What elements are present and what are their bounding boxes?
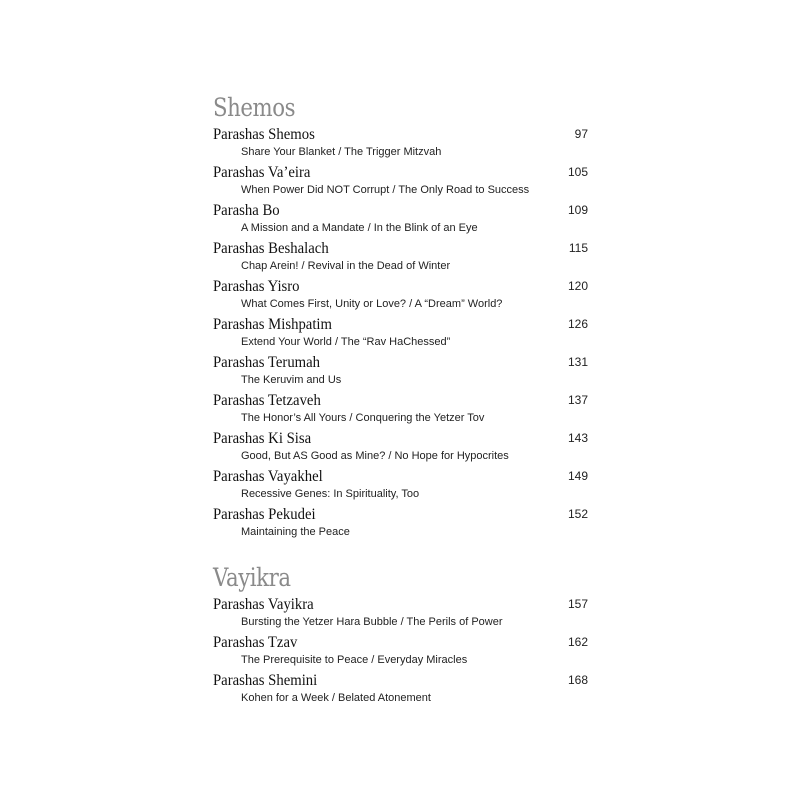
entry-subtitle: The Keruvim and Us — [241, 374, 342, 386]
toc-entry — [213, 468, 588, 506]
entry-title: Parasha Bo — [213, 202, 280, 219]
entry-page-number: 162 — [567, 635, 588, 649]
entry-subtitle: When Power Did NOT Corrupt / The Only Road to Success — [241, 184, 530, 196]
entry-page-number: 120 — [567, 279, 588, 293]
entry-page-number: 143 — [567, 431, 588, 445]
toc-entry — [213, 634, 588, 672]
entry-title: Parashas Yisro — [213, 278, 300, 295]
entry-subtitle: Good, But AS Good as Mine? / No Hope for Hypocrites — [241, 450, 509, 462]
section-title: Vayikra — [213, 563, 291, 592]
entry-page-number: 105 — [567, 165, 588, 179]
entry-title: Parashas Va’eira — [213, 164, 311, 181]
section-shemos — [213, 93, 588, 544]
entry-title: Parashas Vayakhel — [213, 468, 323, 485]
toc-entry — [213, 316, 588, 354]
entry-page-number: 137 — [567, 393, 588, 407]
entry-title: Parashas Vayikra — [213, 596, 314, 613]
entry-title: Parashas Ki Sisa — [213, 430, 312, 447]
toc-entry — [213, 672, 588, 710]
toc-entry — [213, 164, 588, 202]
toc-entry — [213, 506, 588, 544]
toc-entry — [213, 596, 588, 634]
entry-subtitle: The Honor’s All Yours / Conquering the Yetzer Tov — [241, 412, 485, 424]
entry-page-number: 97 — [574, 127, 588, 141]
entry-page-number: 149 — [567, 469, 588, 483]
entry-title: Parashas Tzav — [213, 634, 298, 651]
entry-subtitle: Bursting the Yetzer Hara Bubble / The Perils of Power — [241, 616, 503, 628]
entry-title: Parashas Shemini — [213, 672, 318, 689]
entry-subtitle: What Comes First, Unity or Love? / A “Dream” World? — [241, 298, 503, 310]
toc-entry — [213, 278, 588, 316]
toc-entry — [213, 126, 588, 164]
toc-entry — [213, 240, 588, 278]
toc-entry — [213, 354, 588, 392]
entry-subtitle: Recessive Genes: In Spirituality, Too — [241, 488, 420, 500]
entry-title: Parashas Terumah — [213, 354, 321, 371]
section-vayikra — [213, 563, 588, 710]
entry-title: Parashas Shemos — [213, 126, 315, 143]
entry-subtitle: A Mission and a Mandate / In the Blink of an Eye — [241, 222, 478, 234]
entry-subtitle: Chap Arein! / Revival in the Dead of Winter — [241, 260, 451, 272]
entry-page-number: 109 — [567, 203, 588, 217]
entry-title: Parashas Pekudei — [213, 506, 316, 523]
toc-entry — [213, 392, 588, 430]
entry-page-number: 131 — [567, 355, 588, 369]
toc-entry — [213, 430, 588, 468]
entry-subtitle: Kohen for a Week / Belated Atonement — [241, 692, 431, 704]
entry-title: Parashas Tetzaveh — [213, 392, 321, 409]
entry-page-number: 168 — [567, 673, 588, 687]
entry-subtitle: Maintaining the Peace — [241, 526, 350, 538]
entry-page-number: 152 — [567, 507, 588, 521]
section-title: Shemos — [213, 93, 296, 122]
entry-subtitle: The Prerequisite to Peace / Everyday Miracles — [241, 654, 468, 666]
entry-page-number: 157 — [567, 597, 588, 611]
entry-subtitle: Extend Your World / The “Rav HaChessed” — [241, 336, 451, 348]
entry-page-number: 126 — [567, 317, 588, 331]
entry-title: Parashas Mishpatim — [213, 316, 332, 333]
entry-title: Parashas Beshalach — [213, 240, 329, 257]
toc-entry — [213, 202, 588, 240]
entry-subtitle: Share Your Blanket / The Trigger Mitzvah — [241, 146, 442, 158]
entry-page-number: 115 — [568, 241, 588, 255]
